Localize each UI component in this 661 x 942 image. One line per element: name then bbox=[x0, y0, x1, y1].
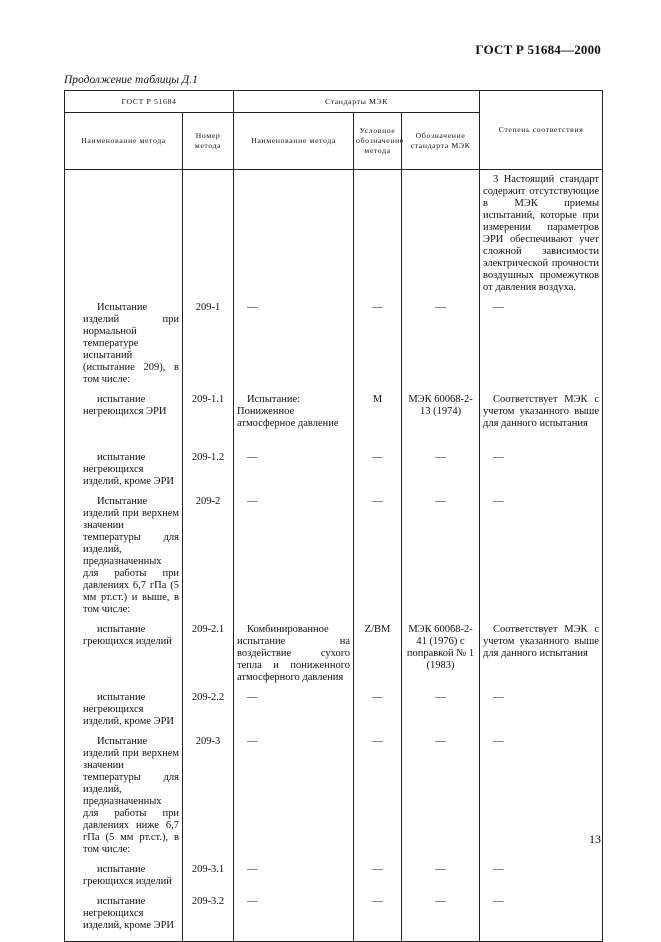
cell-compliance: — bbox=[480, 864, 603, 896]
table-row bbox=[65, 452, 603, 496]
cell-method-number: 209-1 bbox=[183, 302, 234, 394]
document-code: ГОСТ Р 51684—2000 bbox=[475, 42, 601, 57]
cell-iec-method-name: — bbox=[234, 452, 354, 496]
cell-compliance: — bbox=[480, 736, 603, 864]
cell-method-name: Испытание изделий при нормальной температуре испытаний (испытание 209), в том числе: bbox=[65, 302, 183, 394]
header-iec-group: Стандарты МЭК bbox=[234, 91, 480, 113]
cell-method-name: испытание греющихся изделий bbox=[65, 624, 183, 692]
cell-method-name: Испытание изделий при верхнем значении температуры для изделий, предназначенных для работы при давлениях ниже 6,7 гПа (5 мм рт.ст.), в том числе: bbox=[65, 736, 183, 864]
table-row bbox=[65, 864, 603, 896]
cell-iec-standard: — bbox=[402, 896, 480, 941]
cell-method-number: 209-2.1 bbox=[183, 624, 234, 692]
cell-iec-method-name: — bbox=[234, 302, 354, 394]
cell-iec-method-name: Комбинированное испытание на воздействие сухого тепла и пониженного атмосферного давления bbox=[234, 624, 354, 692]
cell-iec-standard: — bbox=[402, 302, 480, 394]
cell-iec-standard: МЭК 60068-2-41 (1976) с поправкой № 1 (1983) bbox=[402, 624, 480, 692]
page-number: 13 bbox=[589, 832, 601, 846]
cell-method-number: 209-2.2 bbox=[183, 692, 234, 736]
cell-iec-standard: — bbox=[402, 452, 480, 496]
cell-compliance: — bbox=[480, 452, 603, 496]
cell-method-symbol bbox=[354, 170, 402, 303]
cell-iec-method-name: — bbox=[234, 896, 354, 941]
cell-method-number: 209-1.1 bbox=[183, 394, 234, 452]
header-method-symbol: Условное обозначение метода bbox=[354, 113, 402, 170]
table-row bbox=[65, 170, 603, 303]
cell-iec-method-name: Испытание: Пониженное атмосферное давление bbox=[234, 394, 354, 452]
table-body bbox=[65, 170, 603, 942]
cell-iec-standard: — bbox=[402, 736, 480, 864]
header-method-number: Номер метода bbox=[183, 113, 234, 170]
cell-method-symbol: M bbox=[354, 394, 402, 452]
cell-method-name: испытание негреющихся ЭРИ bbox=[65, 394, 183, 452]
table-row bbox=[65, 736, 603, 864]
cell-method-name bbox=[65, 170, 183, 303]
cell-iec-method-name: — bbox=[234, 864, 354, 896]
table-row bbox=[65, 302, 603, 394]
cell-compliance: — bbox=[480, 692, 603, 736]
table-row bbox=[65, 692, 603, 736]
cell-method-symbol: — bbox=[354, 692, 402, 736]
cell-method-number bbox=[183, 170, 234, 303]
header-gost-group: ГОСТ Р 51684 bbox=[65, 91, 234, 113]
cell-compliance: Соответствует МЭК с учетом указанного выше для данного испытания bbox=[480, 624, 603, 692]
cell-method-name: испытание негреющихся изделий, кроме ЭРИ bbox=[65, 896, 183, 941]
cell-iec-standard: — bbox=[402, 864, 480, 896]
cell-iec-standard: — bbox=[402, 692, 480, 736]
table-row bbox=[65, 896, 603, 941]
cell-compliance: — bbox=[480, 302, 603, 394]
header-compliance: Степень соответствия bbox=[480, 91, 603, 170]
cell-method-symbol: — bbox=[354, 896, 402, 941]
cell-method-symbol: — bbox=[354, 452, 402, 496]
table-row bbox=[65, 394, 603, 452]
cell-method-number: 209-2 bbox=[183, 496, 234, 624]
table-continuation-note: Продолжение таблицы Д.1 bbox=[64, 74, 198, 86]
cell-compliance: — bbox=[480, 496, 603, 624]
cell-method-symbol: Z/BM bbox=[354, 624, 402, 692]
cell-method-number: 209-3 bbox=[183, 736, 234, 864]
table-row bbox=[65, 624, 603, 692]
cell-method-symbol: — bbox=[354, 496, 402, 624]
cell-compliance: Соответствует МЭК с учетом указанного выше для данного испытания bbox=[480, 394, 603, 452]
cell-method-name: испытание негреющихся изделий, кроме ЭРИ bbox=[65, 692, 183, 736]
cell-method-symbol: — bbox=[354, 736, 402, 864]
cell-compliance: — bbox=[480, 896, 603, 941]
cell-method-number: 209-3.1 bbox=[183, 864, 234, 896]
header-iec-standard: Обозначение стандарта МЭК bbox=[402, 113, 480, 170]
header-iec-method-name: Наименование метода bbox=[234, 113, 354, 170]
cell-compliance: 3 Настоящий стандарт содержит отсутствующие в МЭК приемы испытаний, которые при измерении параметров ЭРИ обеспечивают учет сложной зависимости электрической прочности воздушных промежутков от давления воздуха. bbox=[480, 170, 603, 303]
cell-iec-method-name: — bbox=[234, 736, 354, 864]
cell-iec-standard bbox=[402, 170, 480, 303]
cell-iec-standard: МЭК 60068-2-13 (1974) bbox=[402, 394, 480, 452]
cell-iec-method-name bbox=[234, 170, 354, 303]
cell-method-symbol: — bbox=[354, 302, 402, 394]
cell-iec-standard: — bbox=[402, 496, 480, 624]
cell-method-name: Испытание изделий при верхнем значении температуры для изделий, предназначенных для работы при давлениях 6,7 гПа (5 мм рт.ст.) и выше, в том числе: bbox=[65, 496, 183, 624]
header-method-name: Наименование метода bbox=[65, 113, 183, 170]
cell-iec-method-name: — bbox=[234, 692, 354, 736]
table-row bbox=[65, 496, 603, 624]
cell-method-symbol: — bbox=[354, 864, 402, 896]
cell-method-number: 209-3.2 bbox=[183, 896, 234, 941]
cell-method-name: испытание греющихся изделий bbox=[65, 864, 183, 896]
cell-method-name: испытание негреющихся изделий, кроме ЭРИ bbox=[65, 452, 183, 496]
cell-method-number: 209-1.2 bbox=[183, 452, 234, 496]
standards-comparison-table bbox=[64, 90, 603, 942]
cell-iec-method-name: — bbox=[234, 496, 354, 624]
